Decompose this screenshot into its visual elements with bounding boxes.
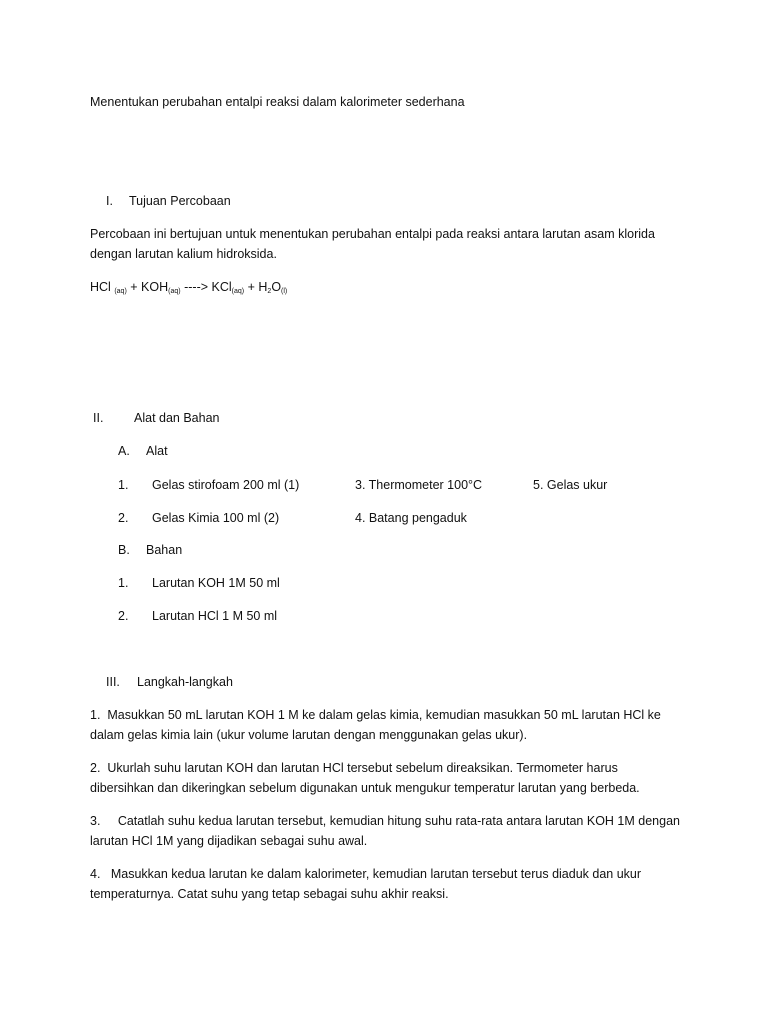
alat-item-2-label: Gelas Kimia 100 ml (2) (152, 511, 280, 525)
step-2 (90, 758, 680, 798)
sub-b-heading: Bahan (146, 543, 183, 557)
step-3-number: 3. (90, 814, 101, 828)
step-4 (90, 864, 680, 904)
equation-koh-state: (aq) (168, 288, 181, 295)
step-1-text: Masukkan 50 mL larutan KOH 1 M ke dalam gelas kimia, kemudian masukkan 50 mL larutan HCl ke dalam gelas kimia lain (ukur volume larutan dengan menggunakan gelas ukur). (90, 708, 661, 742)
alat-item-1 (118, 475, 299, 495)
bahan-item-2-label: Larutan HCl 1 M 50 ml (152, 609, 278, 623)
equation-h2o-state: (l) (281, 288, 288, 295)
equation-o: O (271, 280, 282, 294)
alat-item-4: 4. Batang pengaduk (355, 511, 467, 525)
equation-h: + H (247, 280, 268, 294)
section-1-paragraph: Percobaan ini bertujuan untuk menentukan perubahan entalpi pada reaksi antara larutan asam klorida dengan larutan kalium hidroksida. (90, 227, 655, 261)
alat-item-3: 3. Thermometer 100°C (355, 478, 483, 492)
step-4-number: 4. (90, 867, 101, 881)
step-3-text: Catatlah suhu kedua larutan tersebut, kemudian hitung suhu rata-rata antara larutan KOH 1M dengan larutan HCl 1M yang dijadikan sebagai suhu awal. (90, 814, 680, 848)
equation-koh: + KOH (130, 280, 169, 294)
bahan-item-1-label: Larutan KOH 1M 50 ml (152, 576, 280, 590)
equation-kcl: ----> KCl (184, 280, 232, 294)
bahan-item-1 (118, 573, 280, 593)
equation-kcl-state: (aq) (231, 288, 245, 295)
step-4-text: Masukkan kedua larutan ke dalam kalorimeter, kemudian larutan tersebut terus diaduk dan ukur temperaturnya. Catat suhu yang tetap sebagai suhu akhir reaksi. (90, 867, 642, 901)
equation-hcl: HCl (90, 280, 111, 294)
document-title: Menentukan perubahan entalpi reaksi dalam kalorimeter sederhana (90, 95, 465, 109)
alat-item-5: 5. Gelas ukur (533, 478, 608, 492)
step-2-number: 2. (90, 761, 101, 775)
alat-item-1-number: 1. (118, 478, 129, 492)
step-1-number: 1. (90, 708, 101, 722)
step-2-text: Ukurlah suhu larutan KOH dan larutan HCl tersebut sebelum direaksikan. Termometer harus dibersihkan dan dikeringkan sebelum digunakan untuk mengukur temperatur larutan yang berbeda. (90, 761, 640, 795)
sub-a-heading: Alat (146, 444, 168, 458)
alat-item-2 (118, 508, 279, 528)
equation-hcl-state: (aq) (114, 288, 127, 295)
section-1-numeral: I. (106, 194, 113, 208)
bahan-item-2-number: 2. (118, 609, 129, 623)
step-1 (90, 705, 680, 745)
sub-b-letter: B. (118, 543, 130, 557)
bahan-item-2 (118, 606, 277, 626)
section-3-heading: Langkah-langkah (137, 675, 233, 689)
equation-h2o-subscript: 2 (267, 288, 272, 295)
bahan-item-1-number: 1. (118, 576, 129, 590)
sub-a-letter: A. (118, 444, 130, 458)
step-3 (90, 811, 680, 851)
alat-item-2-number: 2. (118, 511, 129, 525)
section-1-heading: Tujuan Percobaan (129, 194, 231, 208)
section-3-numeral: III. (106, 675, 120, 689)
reaction-equation (90, 277, 287, 297)
section-2-heading: Alat dan Bahan (134, 411, 220, 425)
section-2-numeral: II. (93, 411, 104, 425)
alat-item-1-label: Gelas stirofoam 200 ml (1) (152, 478, 300, 492)
